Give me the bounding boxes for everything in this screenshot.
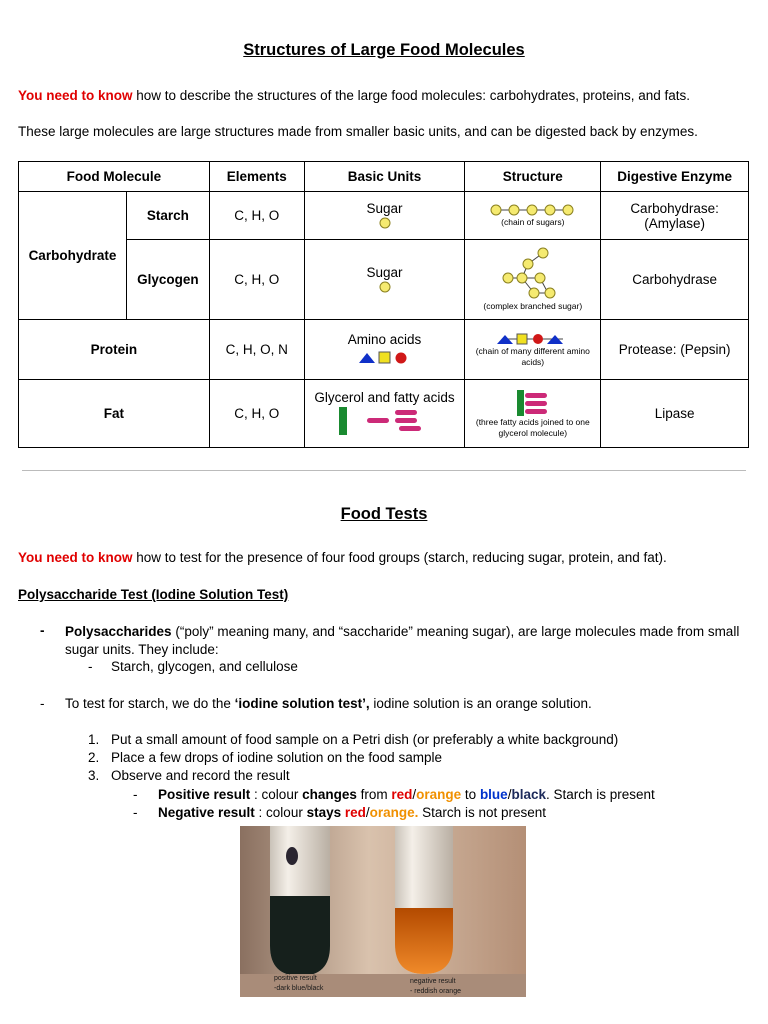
result-text: / — [412, 787, 417, 802]
orange-solution — [395, 908, 453, 974]
intro-line-2: These large molecules are large structures made from smaller basic units, and can be digested back by enzymes. — [18, 124, 698, 139]
starch-unit-label: Sugar — [366, 201, 403, 216]
bullet-iodine-test — [65, 696, 592, 711]
result-text: to — [461, 787, 480, 802]
table-row — [19, 192, 749, 240]
negative-result-line — [158, 805, 546, 820]
sugar-chain-icon — [487, 203, 579, 217]
starch-enzyme: Carbohydrase: (Amylase) — [601, 192, 749, 240]
protein-unit-label: Amino acids — [347, 332, 422, 347]
step-number: 1. — [88, 732, 100, 747]
food-molecules-table — [18, 161, 749, 448]
result-text: / — [365, 805, 370, 820]
section-divider — [22, 470, 746, 471]
bullet-dash: - — [40, 623, 45, 638]
bullet-bold-term: Polysaccharides — [65, 624, 172, 639]
negative-label: Negative result — [158, 805, 255, 820]
header-cell: Elements — [209, 162, 304, 192]
glycogen-enzyme: Carbohydrase — [601, 240, 749, 320]
glycogen-name: Glycogen — [126, 240, 209, 320]
photo-caption: - reddish orange — [410, 988, 461, 995]
protein-name: Protein — [19, 320, 210, 380]
result-text: Starch is not present — [418, 805, 546, 820]
carbohydrate-cell: Carbohydrate — [19, 192, 127, 320]
positive-result-line — [158, 787, 655, 802]
color-word-orange: orange — [416, 787, 462, 802]
bullet-bold-term: ‘iodine solution test’, — [234, 696, 370, 711]
color-word-blue: blue — [479, 787, 508, 802]
step-number: 2. — [88, 750, 100, 765]
sugar-molecule-icon — [378, 280, 392, 294]
bullet-dash: - — [40, 696, 45, 711]
bullet-text: iodine solution is an orange solution. — [369, 696, 592, 711]
intro-line — [18, 88, 758, 103]
amino-acid-triangle-icon — [359, 353, 375, 363]
food-tests-intro-text: how to test for the presence of four food groups (starch, reducing sugar, protein, and fat). — [132, 550, 667, 565]
result-dash: - — [133, 787, 138, 802]
starch-name: Starch — [126, 192, 209, 240]
page-title: Structures of Large Food Molecules — [243, 41, 525, 59]
glycogen-elements: C, H, O — [209, 240, 304, 320]
amino-acid-square-icon — [379, 352, 390, 363]
sub-bullet-dash: - — [88, 659, 93, 674]
fat-caption: (three fatty acids joined to one glycerol molecule) — [475, 416, 590, 438]
glycerol-bar-icon — [339, 407, 347, 435]
result-text: : colour — [254, 805, 307, 820]
sugar-molecule-icon — [378, 216, 392, 230]
table-row — [19, 320, 749, 380]
step-text: Observe and record the result — [111, 768, 290, 783]
starch-unit-cell — [304, 192, 465, 240]
emphasis-text: You need to know — [18, 88, 133, 103]
result-verb: changes — [302, 787, 357, 802]
color-word-orange: orange. — [369, 805, 419, 820]
bullet-polysaccharides — [65, 623, 755, 659]
protein-caption: (chain of many different amino acids) — [475, 345, 590, 367]
fat-name: Fat — [19, 380, 210, 448]
starch-elements: C, H, O — [209, 192, 304, 240]
result-verb: stays — [306, 805, 342, 820]
food-tests-title: Food Tests — [340, 505, 428, 523]
protein-enzyme: Protease: (Pepsin) — [601, 320, 749, 380]
fat-elements: C, H, O — [209, 380, 304, 448]
bullet-text: To test for starch, we do the — [65, 696, 235, 711]
positive-label: Positive result — [158, 787, 251, 802]
step-number: 3. — [88, 768, 100, 783]
result-text: : colour — [250, 787, 303, 802]
header-cell: Digestive Enzyme — [601, 162, 749, 192]
triglyceride-icon — [513, 389, 553, 417]
glycogen-structure-cell — [465, 240, 601, 320]
photo-caption: negative result — [410, 978, 456, 985]
amino-acid-circle-icon — [395, 353, 406, 364]
bullet-text: (“poly” meaning many, and “saccharide” meaning sugar), are large molecules made from small sugar units. They include: — [65, 624, 740, 657]
step-text: Put a small amount of food sample on a Petri dish (or preferably a white background) — [111, 732, 619, 747]
table-row — [19, 240, 749, 320]
protein-elements: C, H, O, N — [209, 320, 304, 380]
photo-caption: -dark blue/black — [274, 985, 324, 992]
photo-caption: positive result — [274, 975, 317, 982]
food-tests-intro — [18, 550, 758, 565]
emphasis-text: You need to know — [18, 550, 133, 565]
intro-text: how to describe the structures of the large food molecules: carbohydrates, proteins, and fats. — [132, 88, 691, 103]
branched-sugar-icon — [498, 247, 568, 301]
header-cell: Food Molecule — [19, 162, 210, 192]
color-word-red: red — [344, 805, 366, 820]
protein-structure-cell — [465, 320, 601, 380]
amino-acid-chain-icon — [495, 332, 571, 346]
result-text: . Starch is present — [546, 787, 655, 802]
glycogen-caption: (complex branched sugar) — [483, 301, 583, 311]
result-dash: - — [133, 805, 138, 820]
color-word-red: red — [391, 787, 413, 802]
table-row — [19, 380, 749, 448]
fat-unit-cell — [304, 380, 465, 448]
glycerol-fatty-acids-icon — [335, 405, 435, 437]
step-text: Place a few drops of iodine solution on the food sample — [111, 750, 442, 765]
dark-solution — [270, 896, 330, 976]
fatty-acid-icon — [367, 418, 389, 423]
glycogen-unit-cell — [304, 240, 465, 320]
header-cell: Basic Units — [304, 162, 465, 192]
section-subtitle: Polysaccharide Test (Iodine Solution Test) — [18, 587, 289, 602]
fat-structure-cell — [465, 380, 601, 448]
result-text: / — [507, 787, 512, 802]
amino-acids-icon — [357, 347, 413, 367]
header-cell: Structure — [465, 162, 601, 192]
protein-unit-cell — [304, 320, 465, 380]
iodine-test-photo — [240, 826, 526, 997]
fat-enzyme: Lipase — [601, 380, 749, 448]
color-word-black: black — [511, 787, 546, 802]
sub-bullet-examples: Starch, glycogen, and cellulose — [111, 659, 298, 674]
starch-caption: (chain of sugars) — [501, 217, 565, 227]
result-text: from — [356, 787, 392, 802]
fat-unit-label: Glycerol and fatty acids — [314, 390, 455, 405]
starch-structure-cell — [465, 192, 601, 240]
glycogen-unit-label: Sugar — [366, 265, 403, 280]
table-header-row — [19, 162, 749, 192]
